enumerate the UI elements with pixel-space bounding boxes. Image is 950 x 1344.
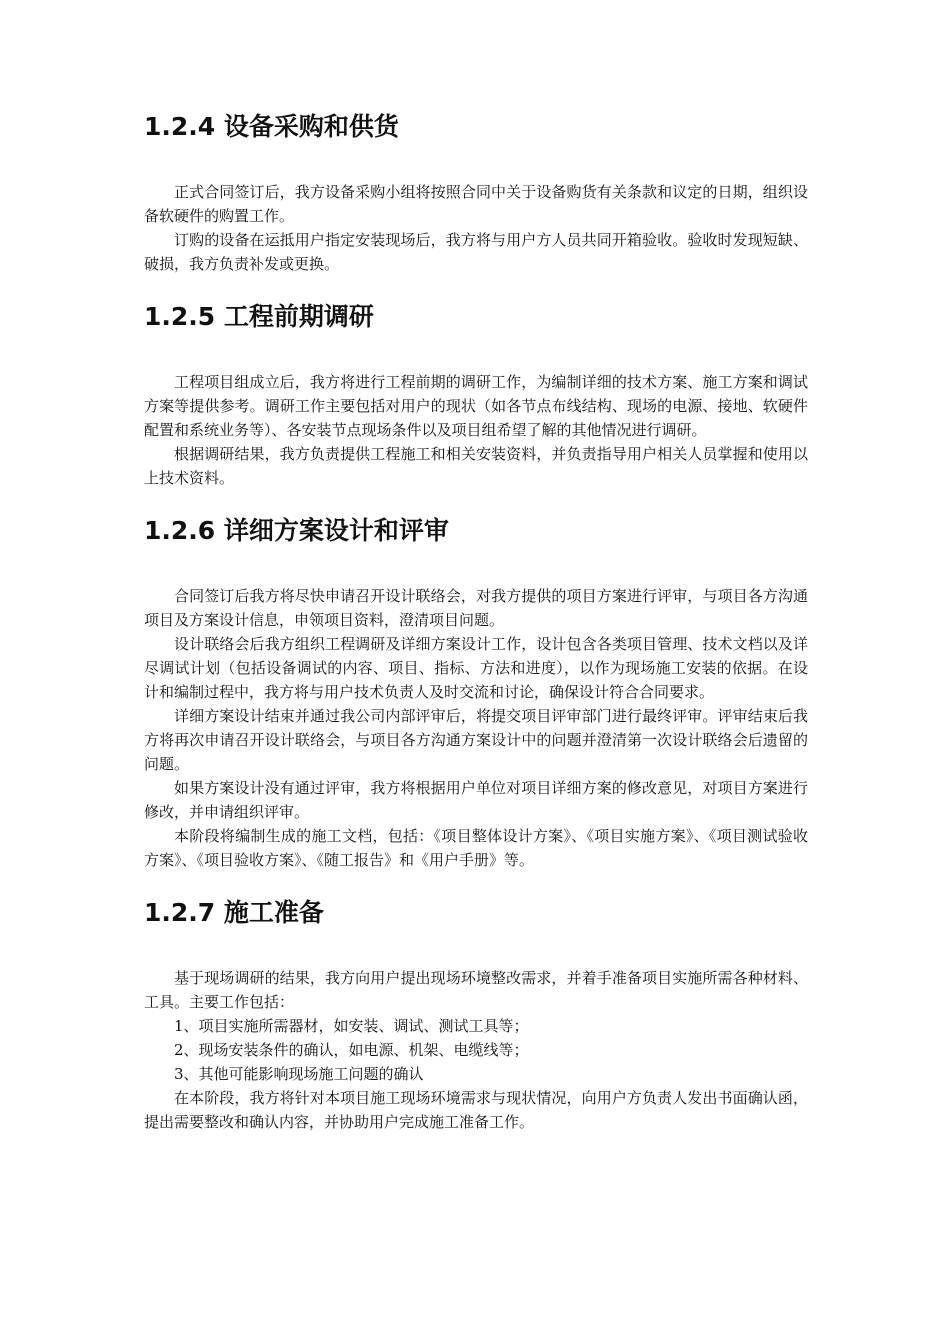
paragraph: 根据调研结果，我方负责提供工程施工和相关安装资料，并负责指导用户相关人员掌握和使用以上技术资料。: [144, 445, 808, 487]
section-heading: 1.2.5 工程前期调研: [144, 302, 374, 331]
paragraph: 在本阶段，我方将针对本项目施工现场环境需求与现状情况，向用户方负责人发出书面确认函，提出需要整改和确认内容，并协助用户完成施工准备工作。: [144, 1089, 808, 1131]
paragraph: 基于现场调研的结果，我方向用户提出现场环境整改需求，并着手准备项目实施所需各种材料、工具。主要工作包括：: [144, 969, 808, 1011]
paragraph: 工程项目组成立后，我方将进行工程前期的调研工作，为编制详细的技术方案、施工方案和调试方案等提供参考。调研工作主要包括对用户的现状（如各节点布线结构、现场的电源、接地、软硬件配置和系统业务等）、各安装节点现场条件以及项目组希望了解的其他情况进行调研。: [144, 373, 808, 439]
paragraph: 合同签订后我方将尽快申请召开设计联络会，对我方提供的项目方案进行评审，与项目各方沟通项目及方案设计信息，申领项目资料，澄清项目问题。: [144, 587, 808, 629]
paragraph: 设计联络会后我方组织工程调研及详细方案设计工作，设计包含各类项目管理、技术文档以及详尽调试计划（包括设备调试的内容、项目、指标、方法和进度），以作为现场施工安装的依据。在设计和编制过程中，我方将与用户技术负责人及时交流和讨论，确保设计符合合同要求。: [144, 635, 808, 701]
section-body: [144, 370, 808, 490]
section-1-2-7: [144, 896, 808, 1134]
list-item: 2、现场安装条件的确认，如电源、机架、电缆线等；: [174, 1041, 529, 1059]
paragraph: 如果方案设计没有通过评审，我方将根据用户单位对项目详细方案的修改意见，对项目方案进行修改，并申请组织评审。: [144, 779, 808, 821]
section-heading: 1.2.6 详细方案设计和评审: [144, 516, 449, 545]
paragraph: 详细方案设计结束并通过我公司内部评审后，将提交项目评审部门进行最终评审。评审结束后我方将再次申请召开设计联络会，与项目各方沟通方案设计中的问题并澄清第一次设计联络会后遗留的问题。: [144, 707, 808, 773]
section-1-2-4: [144, 110, 808, 276]
paragraph: 正式合同签订后，我方设备采购小组将按照合同中关于设备购货有关条款和议定的日期，组织设备软硬件的购置工作。: [144, 183, 808, 225]
section-1-2-6: [144, 514, 808, 872]
section-heading: 1.2.4 设备采购和供货: [144, 112, 399, 141]
list-item: 3、其他可能影响现场施工问题的确认: [174, 1065, 424, 1083]
section-1-2-5: [144, 300, 808, 490]
paragraph: 本阶段将编制生成的施工文档，包括：《项目整体设计方案》、《项目实施方案》、《项目测试验收方案》、《项目验收方案》、《随工报告》和《用户手册》等。: [144, 827, 808, 869]
section-body: [144, 180, 808, 276]
list-item: 1、项目实施所需器材，如安装、调试、测试工具等；: [174, 1017, 529, 1035]
section-heading: 1.2.7 施工准备: [144, 898, 324, 927]
document-page: [144, 110, 808, 1134]
section-body: [144, 584, 808, 872]
section-body: [144, 966, 808, 1134]
paragraph: 订购的设备在运抵用户指定安装现场后，我方将与用户方人员共同开箱验收。验收时发现短缺、破损，我方负责补发或更换。: [144, 231, 808, 273]
